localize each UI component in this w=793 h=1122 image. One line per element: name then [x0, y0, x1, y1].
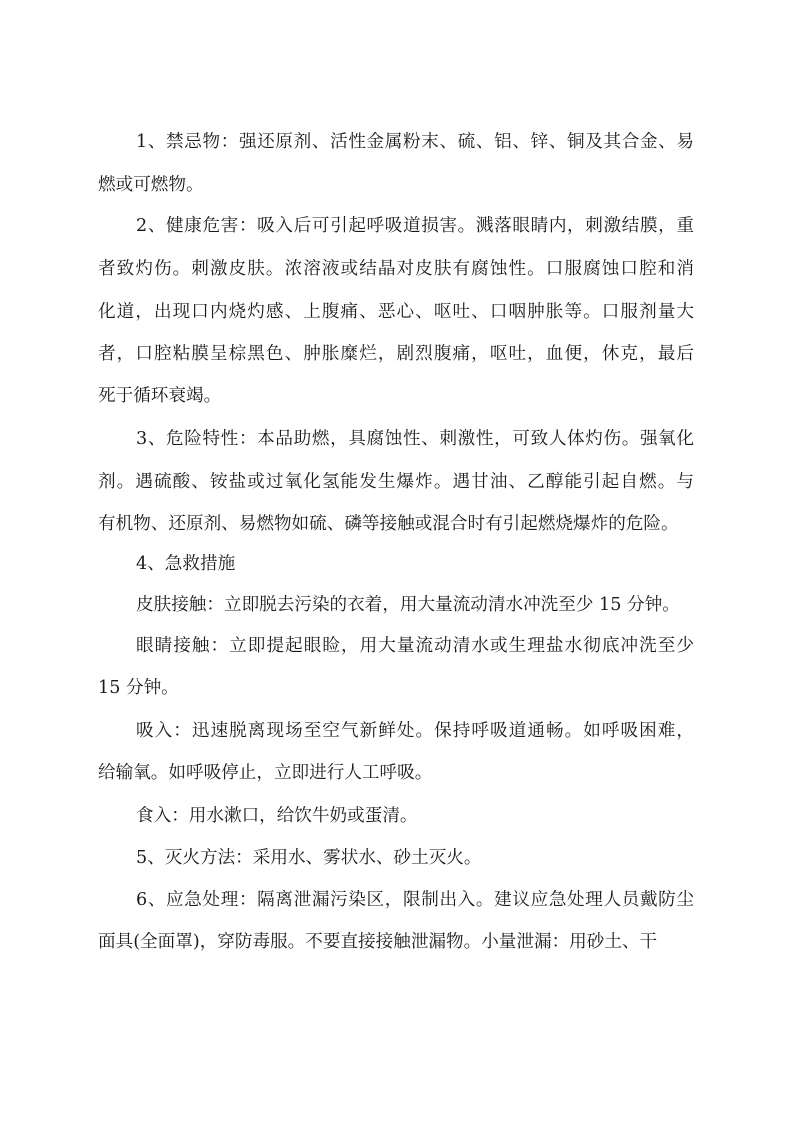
health-hazard-line: 者，口腔粘膜呈棕黑色、肿胀糜烂，剧烈腹痛，呕吐，血便，休克，最后 [98, 344, 694, 364]
text-line [0, 425, 793, 453]
text-line [0, 717, 793, 745]
eye-contact-line: 眼睛接触：立即提起眼睑，用大量流动清水或生理盐水彻底冲洗至少 [136, 636, 694, 656]
text-line [0, 886, 793, 914]
prohibited-line: 燃或可燃物。 [98, 175, 204, 195]
text-line [0, 550, 793, 578]
health-hazard-line: 化道，出现口内烧灼感、上腹痛、恶心、呕吐、口咽肿胀等。口服剂量大 [98, 302, 694, 322]
emergency-response-line: 6、应急处理：隔离泄漏污染区，限制出入。建议应急处理人员戴防尘 [136, 890, 694, 910]
health-hazard-line: 死于循环衰竭。 [98, 386, 222, 406]
health-hazard-line: 2、健康危害：吸入后可引起呼吸道损害。溅落眼睛内，刺激结膜，重 [136, 216, 694, 236]
text-line [0, 759, 793, 787]
skin-contact-line: 皮肤接触：立即脱去污染的衣着，用大量流动清水冲洗至少 15 分钟。 [136, 595, 680, 615]
text-line [0, 298, 793, 326]
text-line [0, 128, 793, 156]
text-line [0, 844, 793, 872]
prohibited-line: 1、禁忌物：强还原剂、活性金属粉末、硫、铝、锌、铜及其合金、易 [136, 132, 694, 152]
danger-properties-line: 有机物、还原剂、易燃物如硫、磷等接触或混合时有引起燃烧爆炸的危险。 [98, 514, 679, 534]
text-line [0, 340, 793, 368]
ingestion-line: 食入：用水漱口，给饮牛奶或蛋清。 [136, 806, 418, 826]
text-line [0, 674, 793, 702]
text-line [0, 591, 793, 619]
text-line [0, 212, 793, 240]
health-hazard-line: 者致灼伤。刺激皮肤。浓溶液或结晶对皮肤有腐蚀性。口服腐蚀口腔和消 [98, 259, 694, 279]
text-line [0, 255, 793, 283]
text-line [0, 928, 793, 956]
inhalation-line: 吸入：迅速脱离现场至空气新鲜处。保持呼吸道通畅。如呼吸困难， [136, 721, 694, 741]
text-line [0, 468, 793, 496]
eye-contact-line: 15 分钟。 [98, 678, 179, 698]
danger-properties-line: 3、危险特性：本品助燃，具腐蚀性、刺激性，可致人体灼伤。强氧化 [136, 429, 694, 449]
text-line [0, 382, 793, 410]
text-line [0, 802, 793, 830]
danger-properties-line: 剂。遇硫酸、铵盐或过氧化氢能发生爆炸。遇甘油、乙醇能引起自燃。与 [98, 472, 694, 492]
text-line [0, 510, 793, 538]
text-line [0, 632, 793, 660]
first-aid-heading-line: 4、急救措施 [136, 554, 236, 574]
inhalation-line: 给输氧。如呼吸停止，立即进行人工呼吸。 [98, 763, 433, 783]
emergency-response-line: 面具(全面罩)，穿防毒服。不要直接接触泄漏物。小量泄漏：用砂土、干 [98, 932, 658, 952]
text-line [0, 171, 793, 199]
fire-fighting-line: 5、灭火方法：采用水、雾状水、砂土灭火。 [136, 848, 482, 868]
